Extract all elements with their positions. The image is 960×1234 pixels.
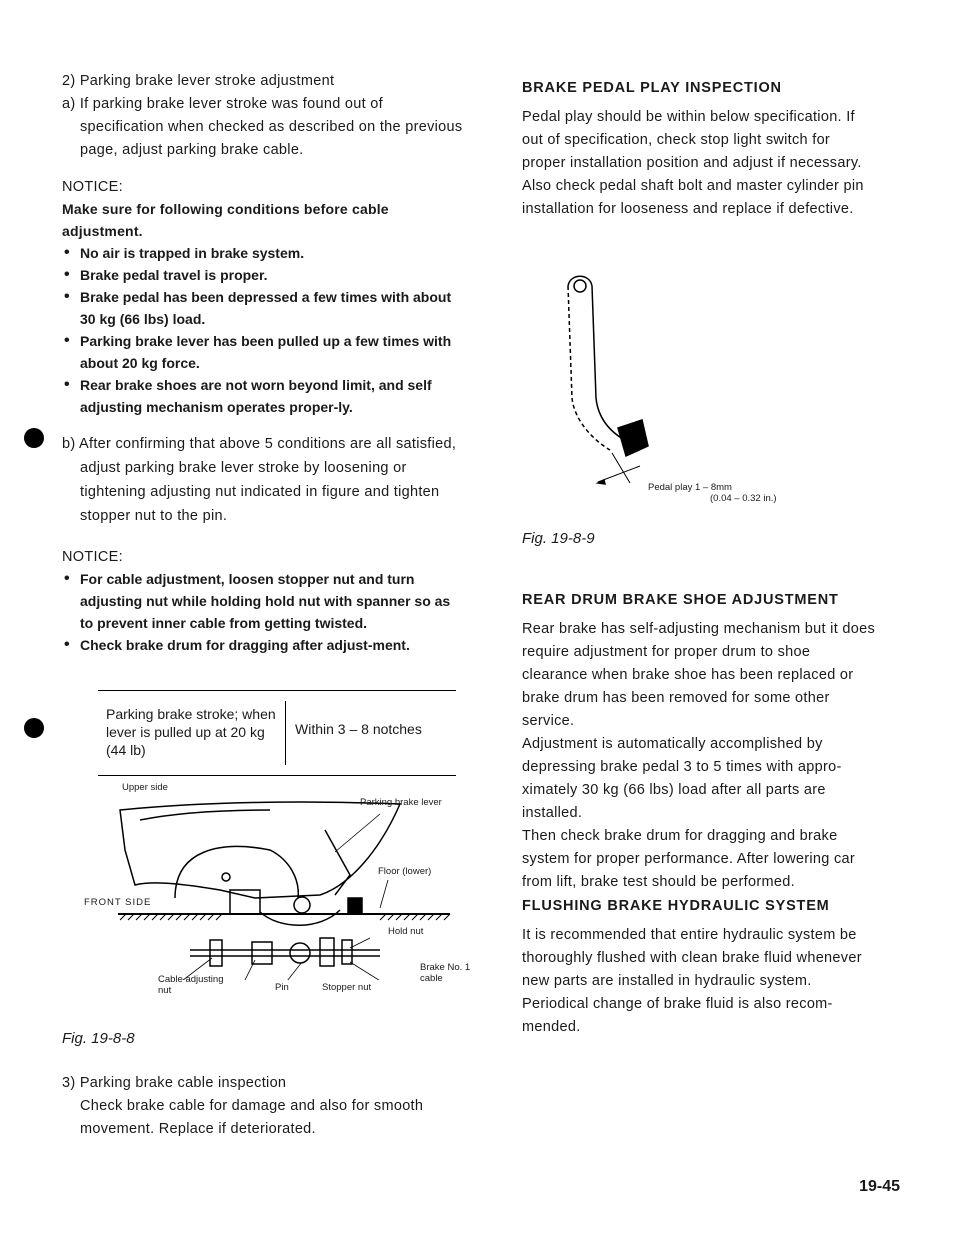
fig-pedal-play-label [648, 482, 777, 504]
notice1-item: • Rear brake shoes are not worn beyond limit, and self adjusting mechanism operates proper-ly. [62, 374, 467, 418]
notice1-item: • Parking brake lever has been pulled up a few times with about 20 kg force. [62, 330, 467, 374]
sec1-paragraph1: Pedal play should be within below specification. If out of specification, check stop light switch for proper installation position and adjust if necessary. [522, 109, 862, 171]
fig-label-brake-cable: Brake No. 1 cable [420, 962, 471, 984]
left-column [62, 70, 467, 656]
notice2-list [62, 568, 467, 656]
right-bottom [522, 898, 878, 1039]
notice1-item: • Brake pedal travel is proper. [62, 264, 467, 286]
step2b-text: b) After confirming that above 5 conditions are all satisfied, adjust parking brake lever stroke by loosening or tightening adjusting nut indicated in figure and tighten stopper nut to the pin. [62, 436, 457, 524]
notice2-title: NOTICE: [62, 549, 123, 565]
fig-label-cable-adjusting-nut: Cable adjusting nut [158, 974, 224, 996]
pedal-play-mm: Pedal play 1 – 8mm [648, 482, 732, 493]
notice1-item: • Brake pedal has been depressed a few times with about 30 kg (66 lbs) load. [62, 286, 467, 330]
spec-value: Within 3 – 8 notches [295, 721, 422, 737]
step3-title: 3) Parking brake cable inspection [62, 1075, 287, 1091]
sec2-paragraph2: Adjustment is automatically accomplished by depressing brake pedal 3 to 5 times with appro-ximately 30 kg (66 lbs) load after all parts are installed. [522, 736, 842, 821]
step2-title: 2) Parking brake lever stroke adjustment [62, 73, 335, 89]
fig-caption-19-8-8: Fig. 19-8-8 [62, 1030, 135, 1047]
sec3-paragraph2: Periodical change of brake fluid is also recom-mended. [522, 996, 833, 1035]
sec1-paragraph2: Also check pedal shaft bolt and master cylinder pin installation for looseness and replace if defective. [522, 178, 864, 217]
sec3-paragraph1: It is recommended that entire hydraulic system be thoroughly flushed with clean brake fluid whenever new parts are installed in hydraulic system. [522, 927, 862, 989]
fig-caption-19-8-9: Fig. 19-8-9 [522, 530, 595, 547]
section-flushing-heading: FLUSHING BRAKE HYDRAULIC SYSTEM [522, 898, 830, 914]
fig-label-parking-brake-lever: Parking brake lever [360, 797, 442, 808]
sec2-paragraph3: Then check brake drum for dragging and brake system for proper performance. After lowering car from lift, brake test should be performed. [522, 828, 856, 890]
parking-brake-figure [80, 790, 480, 980]
right-middle [522, 592, 878, 894]
section-rear-drum-heading: REAR DRUM BRAKE SHOE ADJUSTMENT [522, 592, 839, 608]
pedal-pad [618, 420, 648, 456]
notice2-item: • Check brake drum for dragging after adjust-ment. [62, 634, 467, 656]
right-top [522, 80, 878, 221]
fig-label-floor-lower: Floor (lower) [378, 866, 432, 877]
step3-text: Check brake cable for damage and also for smooth movement. Replace if deteriorated. [80, 1098, 424, 1137]
page-number: 19-45 [859, 1178, 900, 1195]
fig-label-upper-side: Upper side [122, 782, 168, 793]
notice1-intro: Make sure for following conditions before cable adjustment. [62, 201, 389, 239]
pedal-play-in: (0.04 – 0.32 in.) [710, 493, 777, 504]
spec-table [98, 690, 456, 776]
brake-pedal-figure [550, 268, 810, 498]
fig-label-stopper-nut: Stopper nut [322, 982, 372, 993]
notice1-item: • No air is trapped in brake system. [62, 242, 467, 264]
notice1-title: NOTICE: [62, 179, 123, 195]
section-brake-pedal-play-heading: BRAKE PEDAL PLAY INSPECTION [522, 80, 782, 96]
binder-hole-bottom [24, 718, 44, 738]
sec2-paragraph1: Rear brake has self-adjusting mechanism but it does require adjustment for proper drum to shoe clearance when brake shoe has been replaced or brake drum has been removed for some other service. [522, 621, 875, 729]
spec-label: Parking brake stroke; when lever is pulled up at 20 kg (44 lb) [106, 706, 276, 758]
fig-label-front-side: FRONT SIDE [84, 897, 152, 908]
step3-block [62, 1072, 467, 1141]
spec-divider [285, 701, 287, 765]
binder-hole-top [24, 428, 44, 448]
fig-label-pin: Pin [275, 982, 289, 993]
fig-label-hold-nut: Hold nut [388, 926, 424, 937]
step2a-text: a) If parking brake lever stroke was found out of specification when checked as described on the previous page, adjust parking brake cable. [62, 96, 463, 158]
notice2-item: • For cable adjustment, loosen stopper nut and turn adjusting nut while holding hold nut with spanner so as to prevent inner cable from getting twisted. [62, 568, 467, 634]
notice1-list [62, 242, 467, 418]
